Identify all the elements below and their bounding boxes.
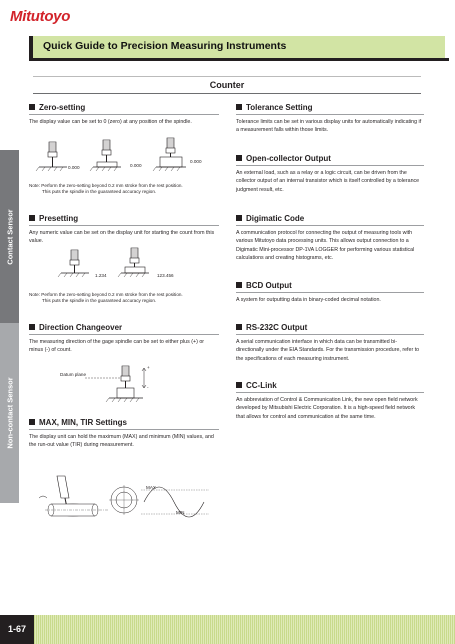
preset-reading-1: 1.234 bbox=[95, 273, 107, 278]
datum-plane-label: Datum plane bbox=[60, 372, 87, 377]
bullet-square-icon bbox=[236, 282, 242, 288]
dial-gauge-icon bbox=[106, 366, 143, 402]
page-title: Quick Guide to Precision Measuring Instruments bbox=[43, 40, 287, 52]
zero-setting-body: The display value can be set to 0 (zero) at any position of the spindle. bbox=[29, 119, 192, 125]
section-top-rule bbox=[33, 76, 421, 77]
cclink-rule bbox=[236, 392, 424, 393]
digimatic-title: Digimatic Code bbox=[236, 214, 304, 223]
cclink-title: CC-Link bbox=[236, 381, 277, 390]
runout-wave-icon bbox=[141, 487, 209, 517]
digimatic-rule bbox=[236, 225, 424, 226]
direction-figure bbox=[29, 360, 219, 412]
dial-gauge-icon bbox=[118, 248, 149, 277]
bullet-square-icon bbox=[29, 104, 35, 110]
page-number: 1-67 bbox=[0, 615, 34, 644]
open-collector-title: Open-collector Output bbox=[236, 154, 331, 163]
cclink-body: An abbreviation of Control & Communication Link, the new open field network developed by Mitsubishi Electric Corporation. It is a high-speed field network that allows for control and communication at the same time. bbox=[236, 397, 418, 420]
side-tab-noncontact-label: Non-contact Sensor bbox=[5, 377, 14, 449]
bullet-square-icon bbox=[236, 155, 242, 161]
side-tab-contact-sensor[interactable] bbox=[0, 150, 19, 323]
presetting-figure bbox=[29, 246, 219, 286]
plus-label: + bbox=[147, 365, 150, 370]
side-tab-contact-label: Contact Sensor bbox=[5, 208, 14, 265]
title-bar-shadow bbox=[29, 58, 449, 61]
dial-gauge-icon bbox=[36, 142, 67, 171]
preset-reading-2: 123.456 bbox=[157, 273, 174, 278]
zero-setting-rule bbox=[29, 114, 219, 115]
bullet-square-icon bbox=[236, 215, 242, 221]
dial-gauge-icon bbox=[58, 250, 89, 277]
zero-reading-1: 0.000 bbox=[68, 165, 80, 170]
bullet-square-icon bbox=[236, 104, 242, 110]
bcd-rule bbox=[236, 292, 424, 293]
direction-title: Direction Changeover bbox=[29, 323, 122, 332]
rs232c-rule bbox=[236, 334, 424, 335]
section-heading-rule bbox=[33, 93, 421, 94]
bullet-square-icon bbox=[29, 324, 35, 330]
direction-arrow-icon bbox=[142, 368, 146, 388]
direction-rule bbox=[29, 334, 219, 335]
footer-stripe bbox=[0, 615, 455, 644]
digimatic-body: A communication protocol for connecting the output of measuring tools with various Mitutoyo data processing units. This allows output connection to a Digimatic Mini-processor DP-1VA LOGGER for performing various statistical calculations and creating histograms, etc. bbox=[236, 230, 415, 261]
maxmin-figure bbox=[29, 470, 219, 530]
maxmin-body: The display unit can hold the maximum (MAX) and minimum (MIN) values, and the run-out value (TIR) during measurement. bbox=[29, 434, 214, 449]
bullet-square-icon bbox=[236, 324, 242, 330]
bullet-square-icon bbox=[236, 382, 242, 388]
presetting-rule bbox=[29, 225, 219, 226]
bcd-body: A system for outputting data in binary-coded decimal notation. bbox=[236, 297, 381, 303]
rs232c-body: A serial communication interface in which data can be transmitted bi-directionally under the EIA Standards. For the transmission procedure, refer to the specifications of each measuring instrument. bbox=[236, 339, 420, 362]
direction-body: The measuring direction of the gage spindle can be set to either plus (+) or minus (-) of count. bbox=[29, 339, 205, 354]
shaft-runout-icon bbox=[39, 476, 109, 516]
side-tab-noncontact-sensor[interactable] bbox=[0, 323, 19, 503]
zero-setting-title: Zero-setting bbox=[29, 103, 85, 112]
min-label: MIN bbox=[176, 510, 185, 515]
open-collector-rule bbox=[236, 165, 424, 166]
max-label: MAX bbox=[146, 485, 156, 490]
zero-reading-3: 0.000 bbox=[190, 159, 202, 164]
bullet-square-icon bbox=[29, 419, 35, 425]
maxmin-rule bbox=[29, 429, 219, 430]
zero-setting-note: Note: Perform the zero-setting beyond 0.2 mm stroke from the rest position. This puts the spindle in the guaranteed accuracy region. bbox=[29, 183, 183, 195]
section-heading: Counter bbox=[209, 80, 245, 90]
rs232c-title: RS-232C Output bbox=[236, 323, 307, 332]
brand-logo: Mitutoyo bbox=[10, 8, 71, 25]
runout-circle-icon bbox=[109, 485, 139, 515]
presetting-note: Note: Perform the zero-setting beyond 0.2 mm stroke from the rest position. This puts the spindle in the guaranteed accuracy region. bbox=[29, 292, 183, 304]
presetting-body: Any numeric value can be set on the display unit for starting the count from this value. bbox=[29, 230, 215, 245]
minus-label: - bbox=[147, 385, 149, 390]
tolerance-body: Tolerance limits can be set in various display units for automatically indicating if a measurement falls within those limits. bbox=[236, 119, 422, 134]
tolerance-rule bbox=[236, 114, 424, 115]
open-collector-body: An external load, such as a relay or a logic circuit, can be driven from the collector output of an internal transistor which is itself controlled by a tolerance judgment result, etc. bbox=[236, 170, 420, 193]
bcd-title: BCD Output bbox=[236, 281, 292, 290]
dial-gauge-icon bbox=[153, 138, 186, 171]
presetting-title: Presetting bbox=[29, 214, 78, 223]
maxmin-title: MAX, MIN, TIR Settings bbox=[29, 418, 127, 427]
tolerance-title: Tolerance Setting bbox=[236, 103, 313, 112]
page-title-bar bbox=[29, 36, 445, 58]
zero-reading-2: 0.000 bbox=[130, 163, 142, 168]
dial-gauge-icon bbox=[90, 140, 121, 171]
bullet-square-icon bbox=[29, 215, 35, 221]
